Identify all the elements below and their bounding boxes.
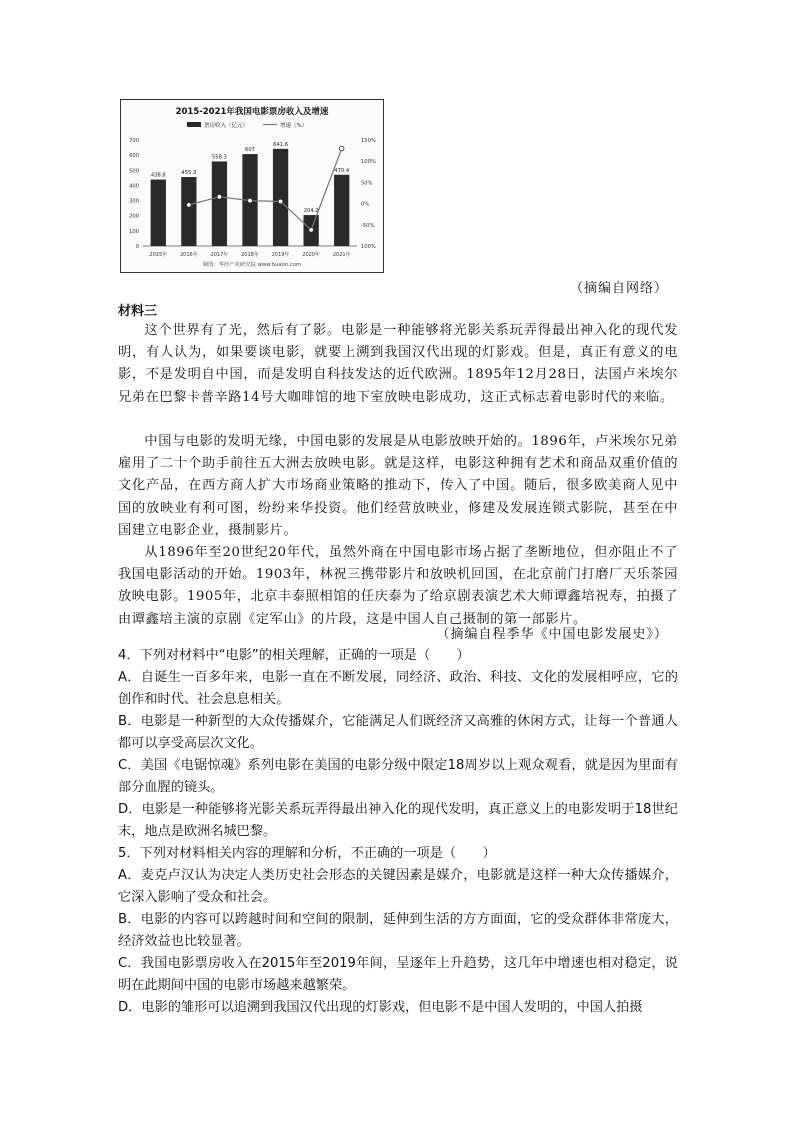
bar-2016年 [181,177,196,246]
bar-value-label: 470.4 [334,167,350,174]
bar-2019年 [273,149,288,246]
legend-bar-label: 票房收入（亿元） [204,123,249,129]
growth-point [309,228,314,233]
y-left-tick-label: 400 [129,183,139,190]
x-tick-label: 2016年 [179,252,198,258]
q5-option-d: D．电影的雏形可以追溯到我国汉代出现的灯影戏，但电影不是中国人发明的，中国人拍摄 [118,1000,643,1015]
growth-point [217,195,222,200]
y-left-tick-label: 700 [129,138,139,144]
chart-title: 2015-2021年我国电影票房收入及增速 [175,107,329,117]
bar-value-label: 641.6 [273,141,289,148]
x-tick-label: 2017年 [210,252,229,258]
bar-value-label: 438.8 [150,172,166,179]
bar-2015年 [151,180,166,246]
question-5-stem: 5．下列对材料相关内容的理解和分析，不正确的一项是（ ） [118,846,496,861]
y-left-tick-label: 200 [129,213,139,220]
q5-option-c: C．我国电影票房收入在2015年至2019年间，呈逐年上升趋势，这几年中增速也相对稳定，说明在此期间中国的电影市场越来越繁荣。 [118,956,678,993]
q4-option-d: D．电影是一种能够将光影关系玩弄得最出神入化的现代发明，真正意义上的电影发明于18世纪末，地点是欧洲名城巴黎。 [118,802,678,839]
q4-option-c: C．美国《电锯惊魂》系列电影在美国的电影分级中限定18周岁以上观众观看，就是因为里面有部分血腥的镜头。 [118,758,678,795]
x-tick-label: 2021年 [332,252,351,258]
y-right-tick-label: -50% [361,222,375,229]
paragraph-2: 中国与电影的发明无缘，中国电影的发展是从电影放映开始的。1896年，卢米埃尔兄弟雇用了二十个助手前往五大洲去放映电影。就是这样，电影这种拥有艺术和商品双重价值的文化产品，在西方商人扩大市场商业策略的推动下，传入了中国。随后，很多欧美商人见中国的放映业有利可图，纷纷来华投资。他们经营放映业，修建及发展连锁式影院，甚至在中国建立电影企业，摄制影片。 [118,434,678,538]
bar-value-label: 607 [245,147,255,154]
q5-option-b: B．电影的内容可以跨越时间和空间的限制，延伸到生活的方方面面，它的受众群体非常庞大，经济效益也比较显著。 [118,912,678,949]
y-right-tick-label: 0% [361,201,370,208]
y-right-tick-label: 100% [361,244,376,250]
q5-option-a: A．麦克卢汉认为决定人类历史社会形态的关键因素是媒介，电影就是这样一种大众传播媒介，它深入影响了受众和社会。 [118,868,678,905]
y-left-tick-label: 0 [135,244,139,250]
y-right-tick-label: 100% [361,159,376,166]
bar-2017年 [212,161,227,246]
growth-point [278,199,283,204]
x-tick-label: 2018年 [241,252,259,258]
section-title: 材料三 [118,304,158,319]
y-left-tick-label: 600 [129,153,139,160]
bar-value-label: 558.3 [211,154,227,161]
q4-option-a: A．自诞生一百多年来，电影一直在不断发展，同经济、政治、科技、文化的发展相呼应，它的创作和时代、社会息息相关。 [118,670,678,707]
growth-point [339,146,344,151]
y-right-tick-label: 50% [361,180,373,187]
question-4-stem: 4．下列对材料中“电影”的相关理解，正确的一项是（ ） [118,648,470,663]
y-left-tick-label: 300 [129,198,139,205]
y-left-tick-label: 500 [129,168,139,175]
q4-option-b: B．电影是一种新型的大众传播媒介，它能满足人们既经济又高雅的休闲方式，让每一个普通人都可以享受高层次文化。 [118,714,678,751]
paragraph-3: 从1896年至20世纪20年代，虽然外商在中国电影市场占据了垄断地位，但亦阻止不了我国电影活动的开始。1903年，林祝三携带影片和放映机回国，在北京前门打磨厂天乐茶园放映电影。1905年，北京丰泰照相馆的任庆泰为了给京剧表演艺术大师谭鑫培祝寿，拍摄了由谭鑫培主演的京剧《定军山》的片段，这是中国人自己摄制的第一部影片。 [118,545,678,627]
growth-point [248,198,253,203]
paragraph-1: 这个世界有了光，然后有了影。电影是一种能够将光影关系玩弄得最出神入化的现代发明，有人认为，如果要谈电影，就要上溯到我国汉代出现的灯影戏。但是，真正有意义的电影，不是发明自中国，而是发明自科技发达的近代欧洲。1895年12月28日，法国卢米埃尔兄弟在巴黎卡普辛路14号大咖啡馆的地下室放映电影成功，这正式标志着电影时代的来临。 [118,323,678,405]
bar-value-label: 204.2 [303,208,319,215]
bar-value-label: 455.3 [181,170,197,177]
chart-source: 制图：华经产业研究院 www.huaon.com [202,262,302,268]
box-office-chart [120,99,384,273]
growth-point [187,203,192,208]
source-note-1: （摘编自网络） [569,281,668,296]
bar-2021年 [334,175,349,246]
y-left-tick-label: 100 [129,228,139,235]
legend-line-label: 增速（%） [280,123,308,129]
chart-svg [121,100,383,272]
x-tick-label: 2020年 [302,252,321,258]
y-right-tick-label: 150% [361,138,376,144]
x-tick-label: 2015年 [149,252,168,258]
x-tick-label: 2019年 [271,252,290,258]
legend-bar-swatch [187,122,201,127]
source-note-2: （摘编自程季华《中国电影发展史》） [436,627,668,642]
